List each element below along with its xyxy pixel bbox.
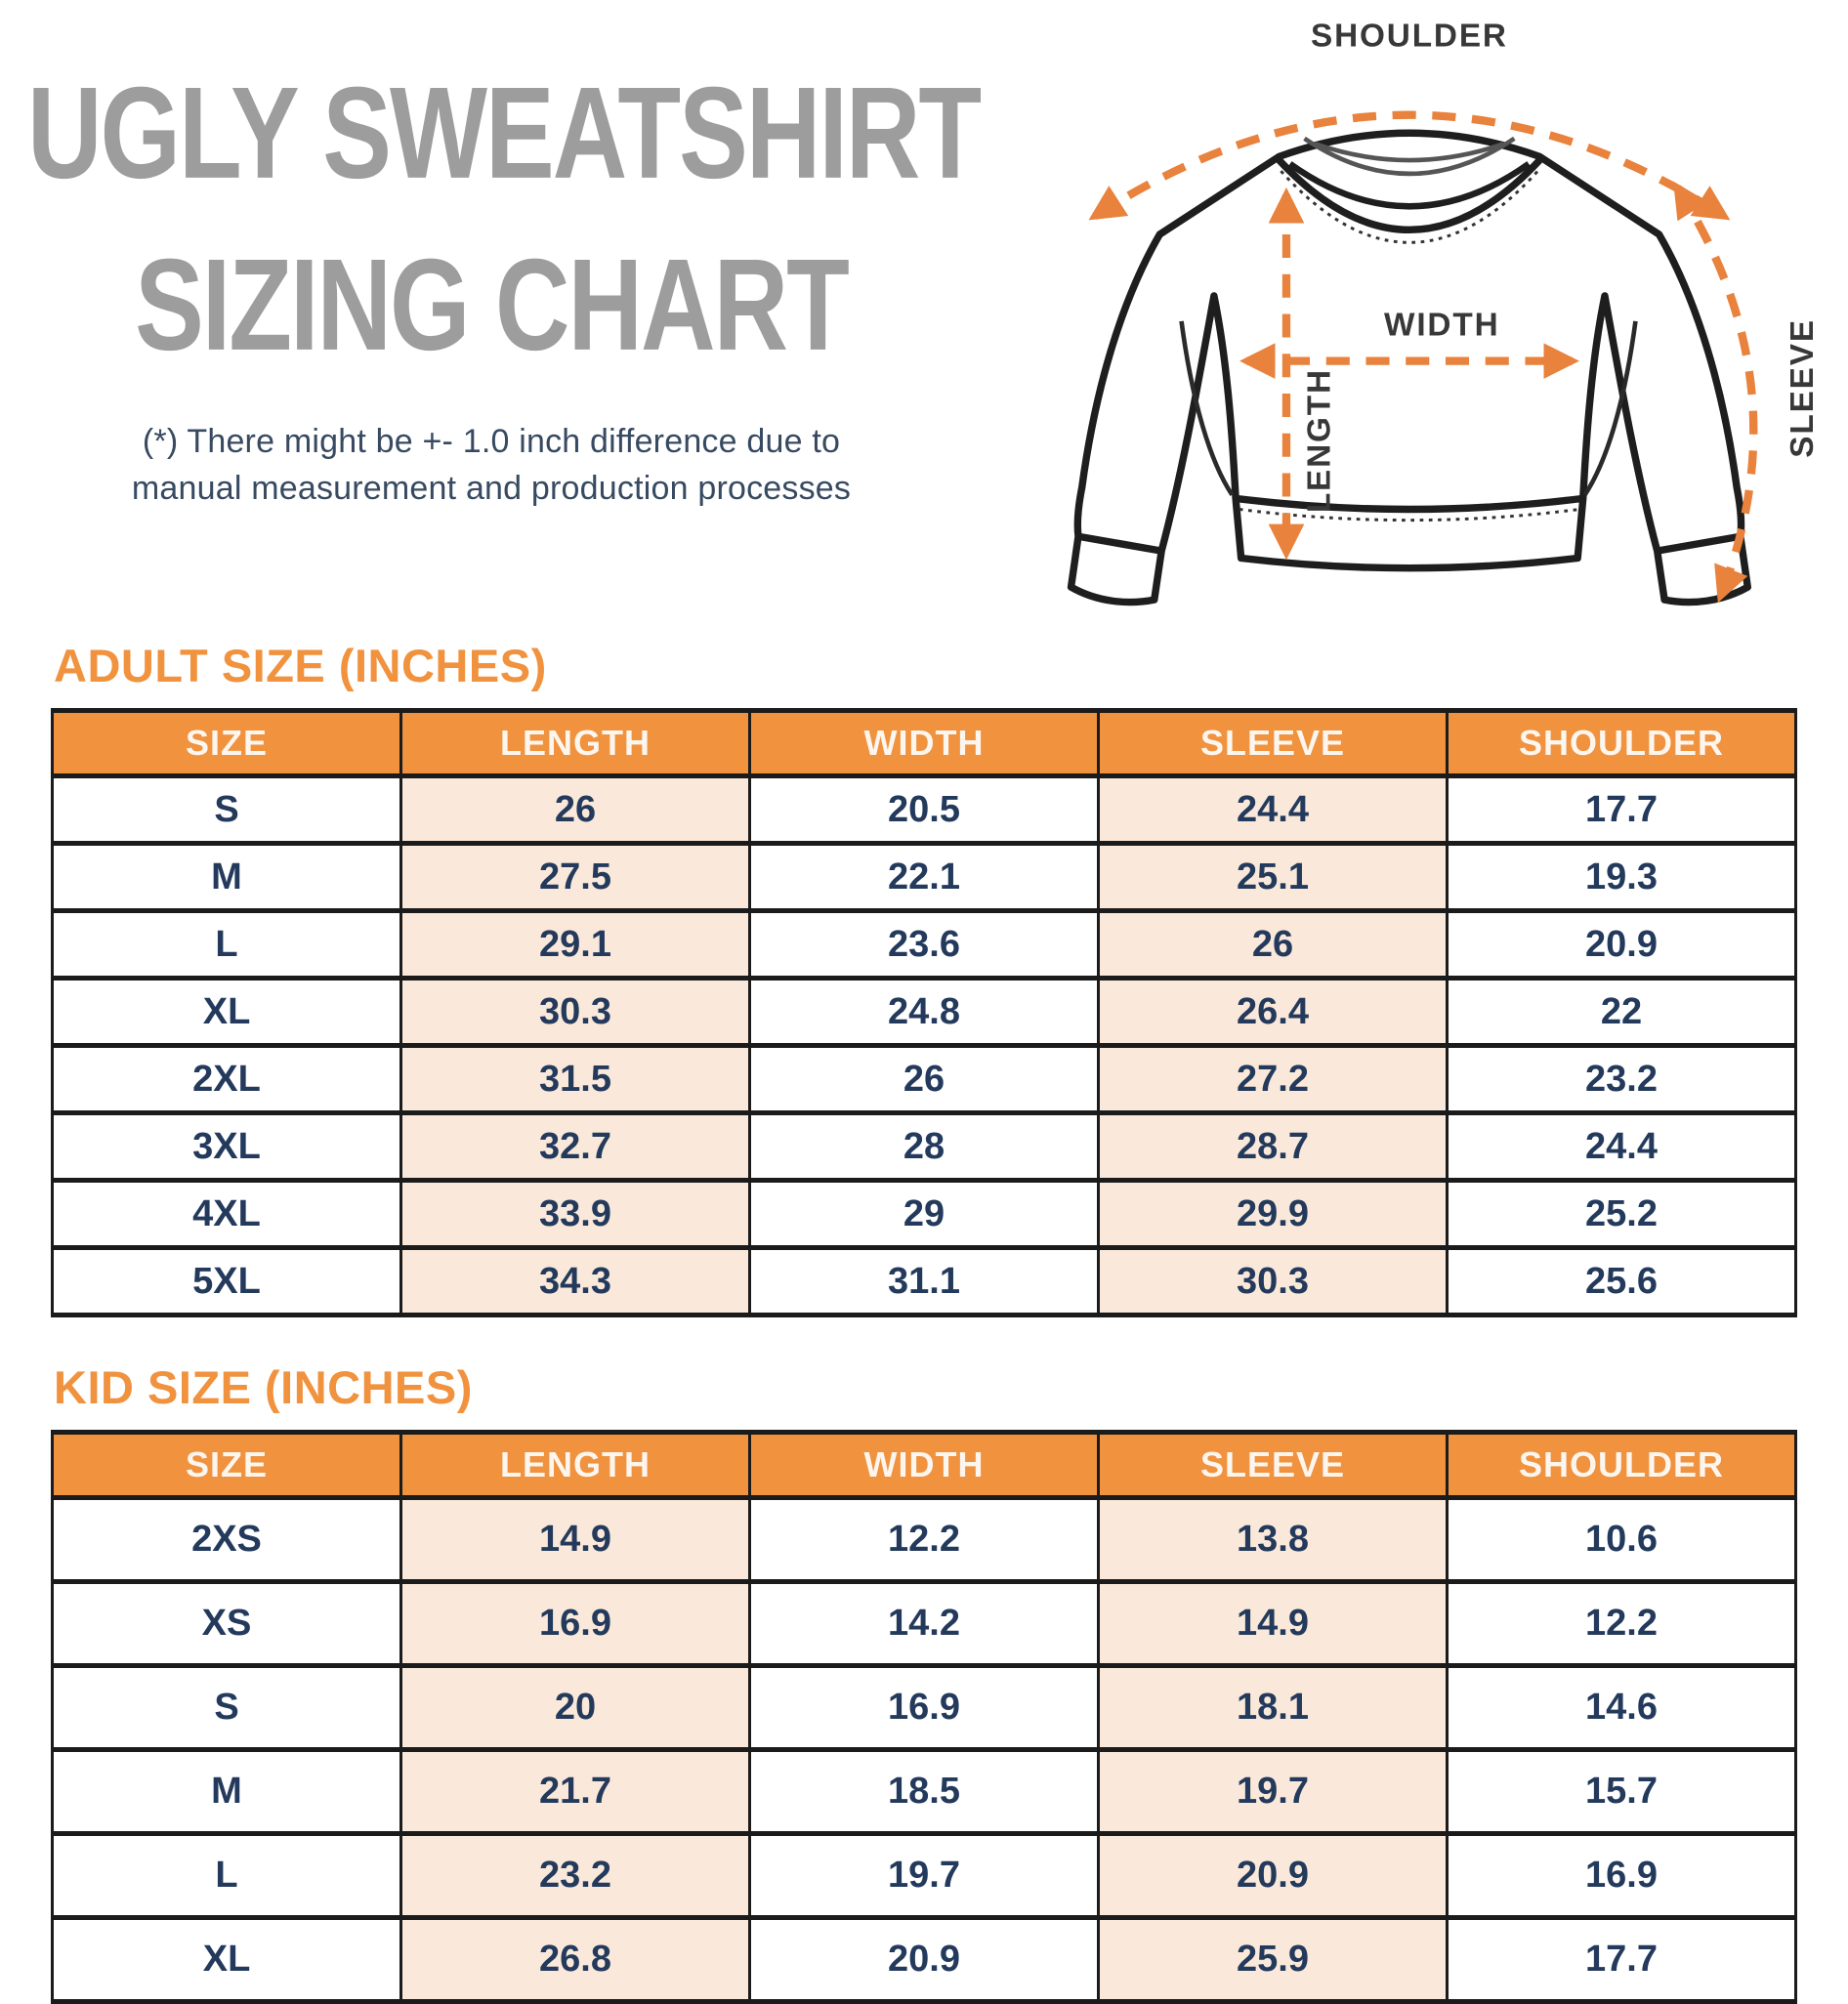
- kid-size-table: [51, 1430, 1797, 2004]
- measure-cell: 26: [1099, 911, 1448, 979]
- kid-size-section: [0, 1360, 1848, 2004]
- size-cell: 2XL: [53, 1046, 401, 1113]
- measure-cell: 16.9: [1448, 1834, 1796, 1918]
- table-row: [53, 1750, 1796, 1834]
- table-row: [53, 1181, 1796, 1248]
- size-cell: L: [53, 911, 401, 979]
- adult-table-heading: ADULT SIZE (INCHES): [54, 640, 547, 691]
- measure-cell: 13.8: [1099, 1498, 1448, 1582]
- sleeve-label: SLEEVE: [1784, 318, 1821, 458]
- measure-cell: 20: [401, 1666, 750, 1750]
- size-cell: S: [53, 1666, 401, 1750]
- measure-cell: 27.2: [1099, 1046, 1448, 1113]
- column-header-length: LENGTH: [401, 1433, 750, 1498]
- measure-cell: 19.7: [1099, 1750, 1448, 1834]
- title-block: [27, 41, 981, 513]
- measure-cell: 19.3: [1448, 844, 1796, 911]
- measure-cell: 25.6: [1448, 1248, 1796, 1315]
- measure-cell: 18.1: [1099, 1666, 1448, 1750]
- table-row: [53, 844, 1796, 911]
- size-cell: M: [53, 844, 401, 911]
- measure-cell: 17.7: [1448, 1918, 1796, 2002]
- size-cell: L: [53, 1834, 401, 1918]
- measure-cell: 26: [750, 1046, 1099, 1113]
- measure-cell: 30.3: [1099, 1248, 1448, 1315]
- measure-cell: 24.8: [750, 979, 1099, 1046]
- table-row: [53, 1046, 1796, 1113]
- table-row: [53, 911, 1796, 979]
- table-row: [53, 1918, 1796, 2002]
- size-cell: 5XL: [53, 1248, 401, 1315]
- header-row: [53, 1433, 1796, 1498]
- size-cell: XL: [53, 1918, 401, 2002]
- measure-cell: 24.4: [1099, 776, 1448, 844]
- size-cell: 4XL: [53, 1181, 401, 1248]
- size-cell: XS: [53, 1582, 401, 1666]
- page-title-line1: UGLY SWEATSHIRT: [27, 61, 981, 206]
- column-header-width: WIDTH: [750, 711, 1099, 776]
- table-row: [53, 776, 1796, 844]
- hero-section: [0, 0, 1848, 633]
- measure-cell: 14.6: [1448, 1666, 1796, 1750]
- measure-cell: 21.7: [401, 1750, 750, 1834]
- size-cell: XL: [53, 979, 401, 1046]
- size-cell: S: [53, 776, 401, 844]
- column-header-length: LENGTH: [401, 711, 750, 776]
- column-header-shoulder: SHOULDER: [1448, 711, 1796, 776]
- measure-cell: 15.7: [1448, 1750, 1796, 1834]
- column-header-sleeve: SLEEVE: [1099, 711, 1448, 776]
- kid-table-heading: KID SIZE (INCHES): [54, 1361, 473, 1413]
- measure-cell: 14.9: [1099, 1582, 1448, 1666]
- measure-cell: 23.2: [401, 1834, 750, 1918]
- measure-cell: 16.9: [401, 1582, 750, 1666]
- measure-cell: 19.7: [750, 1834, 1099, 1918]
- disclaimer-text: [27, 418, 955, 513]
- measure-cell: 27.5: [401, 844, 750, 911]
- measure-cell: 18.5: [750, 1750, 1099, 1834]
- table-row: [53, 1248, 1796, 1315]
- table-row: [53, 1113, 1796, 1181]
- measure-cell: 12.2: [750, 1498, 1099, 1582]
- measure-cell: 16.9: [750, 1666, 1099, 1750]
- measure-cell: 26.8: [401, 1918, 750, 2002]
- measure-cell: 25.9: [1099, 1918, 1448, 2002]
- measure-cell: 20.9: [1448, 911, 1796, 979]
- measure-cell: 28: [750, 1113, 1099, 1181]
- header-row: [53, 711, 1796, 776]
- disclaimer-line1: (*) There might be +- 1.0 inch difference due to: [142, 423, 841, 460]
- measure-cell: 23.2: [1448, 1046, 1796, 1113]
- measure-cell: 25.2: [1448, 1181, 1796, 1248]
- measure-cell: 32.7: [401, 1113, 750, 1181]
- measure-cell: 29.9: [1099, 1181, 1448, 1248]
- measure-cell: 23.6: [750, 911, 1099, 979]
- measure-cell: 17.7: [1448, 776, 1796, 844]
- table-row: [53, 979, 1796, 1046]
- width-label: WIDTH: [1384, 307, 1500, 344]
- length-label: LENGTH: [1301, 368, 1338, 514]
- column-header-width: WIDTH: [750, 1433, 1099, 1498]
- sweatshirt-diagram-svg: [979, 14, 1838, 638]
- measure-cell: 10.6: [1448, 1498, 1796, 1582]
- measure-cell: 20.9: [1099, 1834, 1448, 1918]
- measure-cell: 22: [1448, 979, 1796, 1046]
- measure-cell: 14.2: [750, 1582, 1099, 1666]
- disclaimer-line2: manual measurement and production processes: [131, 470, 852, 508]
- measure-cell: 30.3: [401, 979, 750, 1046]
- adult-size-table: [51, 708, 1797, 1317]
- sweatshirt-measurement-diagram: [979, 14, 1838, 643]
- measure-cell: 33.9: [401, 1181, 750, 1248]
- measure-cell: 20.9: [750, 1918, 1099, 2002]
- measure-cell: 24.4: [1448, 1113, 1796, 1181]
- table-row: [53, 1498, 1796, 1582]
- size-cell: M: [53, 1750, 401, 1834]
- table-row: [53, 1666, 1796, 1750]
- measure-cell: 28.7: [1099, 1113, 1448, 1181]
- measure-cell: 29.1: [401, 911, 750, 979]
- size-cell: 3XL: [53, 1113, 401, 1181]
- page-title-line2: SIZING CHART: [135, 232, 848, 378]
- column-header-sleeve: SLEEVE: [1099, 1433, 1448, 1498]
- column-header-shoulder: SHOULDER: [1448, 1433, 1796, 1498]
- measure-cell: 31.5: [401, 1046, 750, 1113]
- measure-cell: 22.1: [750, 844, 1099, 911]
- column-header-size: SIZE: [53, 711, 401, 776]
- measure-cell: 26: [401, 776, 750, 844]
- measure-cell: 31.1: [750, 1248, 1099, 1315]
- measure-cell: 14.9: [401, 1498, 750, 1582]
- measure-cell: 29: [750, 1181, 1099, 1248]
- measure-cell: 34.3: [401, 1248, 750, 1315]
- measure-cell: 20.5: [750, 776, 1099, 844]
- table-row: [53, 1582, 1796, 1666]
- table-row: [53, 1834, 1796, 1918]
- measure-cell: 12.2: [1448, 1582, 1796, 1666]
- measure-cell: 25.1: [1099, 844, 1448, 911]
- column-header-size: SIZE: [53, 1433, 401, 1498]
- shoulder-label: SHOULDER: [1311, 18, 1508, 55]
- size-cell: 2XS: [53, 1498, 401, 1582]
- adult-size-section: [0, 639, 1848, 1317]
- measure-cell: 26.4: [1099, 979, 1448, 1046]
